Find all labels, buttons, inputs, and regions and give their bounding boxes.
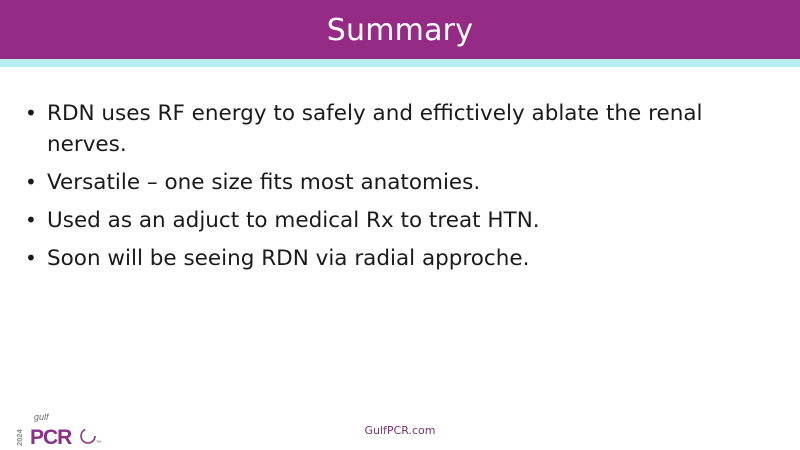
logo-superscript: ™ [96, 440, 101, 446]
bullet-text: Soon will be seeing RDN via radial approche. [47, 246, 530, 271]
bullet-dot-icon: • [25, 208, 37, 232]
accent-stripe [0, 59, 800, 67]
logo-main-word: PCR [30, 426, 72, 449]
bullet-dot-icon: • [25, 170, 37, 194]
logo-small-word: gulf [34, 412, 49, 422]
bullet-text: Versatile – one size fits most anatomies. [47, 170, 481, 195]
logo-year: 2024 [15, 429, 24, 446]
footer-url: GulfPCR.com [364, 424, 436, 437]
bullet-item [23, 98, 763, 160]
bullet-dot-icon: • [25, 246, 37, 270]
bullet-dot-icon: • [25, 101, 37, 125]
bullet-item [23, 205, 763, 236]
bullet-list [23, 98, 763, 281]
slide-title: Summary [326, 13, 474, 48]
bullet-text: Used as an adjuct to medical Rx to treat HTN. [47, 208, 540, 233]
bullet-item [23, 167, 763, 198]
bullet-text: RDN uses RF energy to safely and effictively ablate the renal nerves. [47, 101, 703, 157]
bullet-item [23, 243, 763, 274]
title-bar [0, 0, 800, 59]
